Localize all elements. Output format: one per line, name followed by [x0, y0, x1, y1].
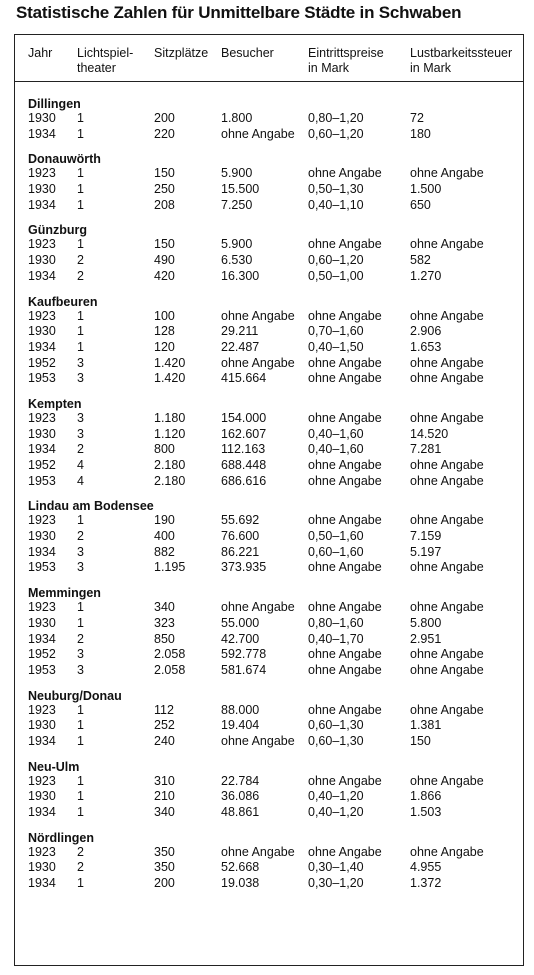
table-cell: 1930	[28, 426, 56, 441]
table-row	[15, 805, 523, 821]
table-row	[15, 663, 523, 679]
table-cell: ohne Angabe	[308, 844, 382, 859]
table-cell: 1.866	[410, 789, 442, 804]
table-row	[15, 734, 523, 750]
table-cell: 310	[154, 773, 175, 788]
table-cell: 2	[77, 529, 84, 544]
table-cell: 1923	[28, 844, 56, 859]
table-cell: 6.530	[221, 253, 253, 268]
table-cell: 190	[154, 513, 175, 528]
table-cell: 100	[154, 308, 175, 323]
table-row	[15, 600, 523, 616]
table-row	[15, 340, 523, 356]
table-cell: 1923	[28, 773, 56, 788]
table-cell: 0,40–1,60	[308, 442, 364, 457]
table-cell: 1923	[28, 513, 56, 528]
table-cell: 3	[77, 560, 84, 575]
table-cell: 1934	[28, 197, 56, 212]
table-cell: 1	[77, 876, 84, 891]
table-cell: 22.487	[221, 339, 260, 354]
table-cell: ohne Angabe	[410, 702, 484, 717]
table-cell: 1	[77, 773, 84, 788]
table-cell: 1.381	[410, 718, 442, 733]
table-cell: ohne Angabe	[308, 371, 382, 386]
table-row	[15, 411, 523, 427]
table-cell: 1	[77, 324, 84, 339]
table-cell: 1.653	[410, 339, 442, 354]
table-cell: 340	[154, 600, 175, 615]
table-cell: 415.664	[221, 371, 267, 386]
table-cell: ohne Angabe	[410, 513, 484, 528]
table-cell: 1.800	[221, 111, 253, 125]
table-cell: ohne Angabe	[410, 844, 484, 859]
table-cell: 2	[77, 253, 84, 268]
table-cell: 400	[154, 529, 175, 544]
table-cell: 1	[77, 339, 84, 354]
table-cell: 1930	[28, 111, 56, 125]
header-eintrittspreise: Eintrittspreise in Mark	[308, 46, 384, 75]
table-cell: 3	[77, 355, 84, 370]
table-cell: 112	[154, 702, 174, 717]
table-cell: 1	[77, 166, 84, 181]
table-cell: ohne Angabe	[308, 237, 382, 252]
city-group	[15, 295, 523, 387]
table-cell: 1930	[28, 324, 56, 339]
table-cell: 1934	[28, 442, 56, 457]
table-cell: 1	[77, 600, 84, 615]
table-cell: 52.668	[221, 860, 260, 875]
table-cell: 1934	[28, 544, 56, 559]
table-cell: 0,50–1,00	[308, 268, 364, 283]
table-row	[15, 703, 523, 719]
table-cell: 1.372	[410, 876, 442, 891]
table-row	[15, 860, 523, 876]
table-cell: 1952	[28, 458, 56, 472]
table-cell: 19.404	[221, 718, 260, 733]
table-cell: ohne Angabe	[308, 773, 382, 788]
table-cell: 1	[77, 805, 84, 819]
table-cell: 112.163	[221, 442, 266, 457]
table-cell: 154.000	[221, 410, 267, 425]
table-cell: 1923	[28, 702, 56, 717]
table-cell: 0,60–1,60	[308, 544, 364, 559]
table-cell: 373.935	[221, 560, 267, 575]
table-row	[15, 529, 523, 545]
table-cell: 2	[77, 631, 84, 646]
table-cell: 1934	[28, 733, 56, 748]
city-group	[15, 689, 523, 750]
table-cell: 1934	[28, 268, 56, 283]
table-cell: ohne Angabe	[410, 473, 484, 488]
table-cell: 592.778	[221, 647, 267, 662]
table-cell: 3	[77, 544, 84, 559]
table-cell: 88.000	[221, 702, 260, 717]
table-cell: 1	[77, 733, 84, 748]
city-group	[15, 586, 523, 678]
table-cell: 582	[410, 253, 431, 268]
table-cell: 55.692	[221, 513, 260, 528]
table-cell: 86.221	[221, 544, 260, 559]
table-cell: 1.120	[154, 426, 186, 441]
table-cell: 252	[154, 718, 175, 733]
table-cell: 0,60–1,30	[308, 718, 364, 733]
table-cell: ohne Angabe	[308, 458, 382, 472]
table-cell: 2	[77, 442, 84, 457]
table-row	[15, 632, 523, 648]
table-row	[15, 876, 523, 892]
table-body	[15, 97, 523, 902]
city-heading: Neuburg/Donau	[28, 688, 122, 703]
table-cell: 36.086	[221, 789, 260, 804]
table-cell: 0,60–1,20	[308, 126, 364, 141]
table-cell: 1953	[28, 560, 56, 575]
table-cell: ohne Angabe	[410, 662, 484, 677]
table-cell: ohne Angabe	[410, 600, 484, 615]
table-row	[15, 845, 523, 861]
table-row	[15, 356, 523, 372]
table-cell: 581.674	[221, 662, 267, 677]
table-cell: 3	[77, 371, 84, 386]
table-cell: 1.180	[154, 410, 186, 425]
header-lichtspieltheater: Lichtspiel- theater	[77, 46, 134, 75]
table-row	[15, 324, 523, 340]
table-cell: 1.500	[410, 182, 442, 197]
table-cell: 1	[77, 718, 84, 733]
table-cell: 1930	[28, 615, 56, 630]
table-row	[15, 474, 523, 490]
table-cell: 1	[77, 615, 84, 630]
table-cell: 2.180	[154, 473, 186, 488]
table-cell: 16.300	[221, 268, 260, 283]
table-cell: 240	[154, 733, 175, 748]
table-cell: ohne Angabe	[410, 560, 484, 575]
city-group	[15, 223, 523, 284]
table-cell: 882	[154, 544, 175, 559]
table-cell: 7.159	[410, 529, 442, 544]
table-cell: 1930	[28, 718, 56, 733]
table-cell: 1	[77, 702, 84, 717]
table-cell: 0,40–1,20	[308, 805, 364, 819]
table-cell: 2.906	[410, 324, 442, 339]
header-sitzplaetze: Sitzplätze	[154, 46, 209, 60]
table-cell: ohne Angabe	[410, 308, 484, 323]
table-cell: 1.195	[154, 560, 186, 575]
table-cell: ohne Angabe	[410, 166, 484, 181]
table-row	[15, 111, 523, 127]
page-title: Statistische Zahlen für Unmittelbare Städte in Schwaben	[16, 3, 462, 22]
table-cell: 800	[154, 442, 175, 457]
table-cell: 0,60–1,20	[308, 253, 364, 268]
table-cell: ohne Angabe	[410, 647, 484, 662]
table-cell: 1	[77, 111, 84, 125]
table-cell: ohne Angabe	[308, 560, 382, 575]
table-cell: 1952	[28, 647, 56, 662]
city-heading: Günzburg	[28, 223, 88, 238]
table-cell: 0,80–1,20	[308, 111, 364, 125]
table-cell: 150	[154, 237, 175, 252]
table-row	[15, 371, 523, 387]
table-cell: 1953	[28, 473, 56, 488]
table-cell: 1930	[28, 860, 56, 875]
table-cell: 1930	[28, 529, 56, 544]
table-cell: 180	[410, 126, 431, 141]
table-cell: 1923	[28, 600, 56, 615]
city-heading: Lindau am Bodensee	[28, 499, 154, 514]
city-heading: Dillingen	[28, 97, 81, 111]
table-cell: 72	[410, 111, 424, 125]
table-cell: 688.448	[221, 458, 267, 472]
table-cell: 1.503	[410, 805, 442, 819]
table-cell: 2.058	[154, 662, 186, 677]
table-cell: 0,70–1,60	[308, 324, 364, 339]
table-cell: 250	[154, 182, 175, 197]
table-row	[15, 127, 523, 143]
table-cell: ohne Angabe	[410, 237, 484, 252]
table-cell: ohne Angabe	[308, 513, 382, 528]
table-cell: 76.600	[221, 529, 260, 544]
table-cell: ohne Angabe	[308, 702, 382, 717]
table-cell: 4	[77, 458, 84, 472]
table-cell: 0,40–1,20	[308, 789, 364, 804]
city-heading: Kempten	[28, 396, 82, 411]
table-cell: 55.000	[221, 615, 260, 630]
table-cell: 650	[410, 197, 431, 212]
table-cell: 1953	[28, 662, 56, 677]
table-cell: 0,80–1,60	[308, 615, 364, 630]
table-cell: ohne Angabe	[308, 662, 382, 677]
table-cell: 0,40–1,50	[308, 339, 364, 354]
table-row	[15, 789, 523, 805]
table-cell: 42.700	[221, 631, 260, 646]
table-cell: 490	[154, 253, 175, 268]
table-cell: 7.250	[221, 197, 253, 212]
table-cell: ohne Angabe	[221, 844, 295, 859]
table-cell: 1934	[28, 631, 56, 646]
table-cell: ohne Angabe	[221, 355, 295, 370]
table-cell: 1930	[28, 789, 56, 804]
table-cell: ohne Angabe	[410, 458, 484, 472]
table-cell: 1923	[28, 166, 56, 181]
table-cell: 0,50–1,30	[308, 182, 364, 197]
table-cell: 2.951	[410, 631, 442, 646]
table-cell: ohne Angabe	[308, 647, 382, 662]
table-cell: 2	[77, 268, 84, 283]
table-cell: 1	[77, 308, 84, 323]
table-row	[15, 458, 523, 474]
table-cell: ohne Angabe	[410, 355, 484, 370]
city-group	[15, 397, 523, 489]
header-divider	[15, 81, 523, 82]
table-cell: 2	[77, 844, 84, 859]
table-cell: 3	[77, 426, 84, 441]
table-cell: 162.607	[221, 426, 267, 441]
table-cell: 350	[154, 844, 175, 859]
table-cell: 1	[77, 789, 84, 804]
table-row	[15, 427, 523, 443]
table-row	[15, 309, 523, 325]
table-cell: 29.211	[221, 324, 259, 339]
table-cell: 1934	[28, 126, 56, 141]
table-cell: ohne Angabe	[221, 308, 295, 323]
table-row	[15, 198, 523, 214]
city-heading: Memmingen	[28, 586, 101, 601]
table-cell: 5.800	[410, 615, 442, 630]
table-cell: 1930	[28, 182, 56, 197]
table-cell: 15.500	[221, 182, 260, 197]
table-cell: 2.180	[154, 458, 186, 472]
table-cell: 323	[154, 615, 175, 630]
table-cell: ohne Angabe	[308, 166, 382, 181]
table-cell: 1.420	[154, 371, 186, 386]
table-cell: 3	[77, 647, 84, 662]
header-lustbarkeitssteuer: Lustbarkeitssteuer in Mark	[410, 46, 513, 75]
table-cell: 5.197	[410, 544, 442, 559]
table-cell: ohne Angabe	[221, 733, 295, 748]
table-cell: 0,40–1,70	[308, 631, 364, 646]
table-row	[15, 182, 523, 198]
table-cell: ohne Angabe	[410, 773, 484, 788]
table-row	[15, 253, 523, 269]
table-cell: ohne Angabe	[308, 410, 382, 425]
table-cell: 150	[154, 166, 175, 181]
table-cell: 420	[154, 268, 175, 283]
table-cell: 150	[410, 733, 431, 748]
city-group	[15, 152, 523, 213]
table-cell: 0,60–1,30	[308, 733, 364, 748]
table-cell: 1934	[28, 805, 56, 819]
statistics-table	[14, 34, 524, 966]
table-cell: ohne Angabe	[221, 600, 295, 615]
table-cell: 0,50–1,60	[308, 529, 364, 544]
table-cell: 1.270	[410, 268, 442, 283]
city-group	[15, 831, 523, 892]
table-cell: 3	[77, 662, 84, 677]
table-cell: 1953	[28, 371, 56, 386]
table-cell: 200	[154, 876, 175, 891]
table-cell: 4	[77, 473, 84, 488]
city-heading: Donauwörth	[28, 152, 101, 167]
table-cell: 5.900	[221, 166, 253, 181]
table-cell: ohne Angabe	[308, 473, 382, 488]
table-cell: 0,30–1,40	[308, 860, 364, 875]
table-cell: ohne Angabe	[308, 308, 382, 323]
table-cell: 200	[154, 111, 175, 125]
table-cell: 1934	[28, 339, 56, 354]
city-heading: Nördlingen	[28, 830, 94, 845]
table-cell: 1	[77, 513, 84, 528]
table-cell: 1952	[28, 355, 56, 370]
table-cell: 340	[154, 805, 175, 819]
table-row	[15, 442, 523, 458]
table-cell: 120	[154, 339, 175, 354]
table-cell: 1.420	[154, 355, 186, 370]
table-row	[15, 560, 523, 576]
city-group	[15, 97, 523, 142]
city-group	[15, 760, 523, 821]
table-cell: 0,40–1,60	[308, 426, 364, 441]
table-cell: 1	[77, 182, 84, 197]
table-row	[15, 166, 523, 182]
table-cell: 0,30–1,20	[308, 876, 364, 891]
table-cell: 1934	[28, 876, 56, 891]
table-cell: ohne Angabe	[410, 410, 484, 425]
table-cell: 2	[77, 860, 84, 875]
table-cell: 1	[77, 197, 84, 212]
table-cell: 1923	[28, 308, 56, 323]
table-cell: ohne Angabe	[410, 371, 484, 386]
table-row	[15, 718, 523, 734]
table-cell: 14.520	[410, 426, 449, 441]
city-group	[15, 499, 523, 576]
table-row	[15, 647, 523, 663]
table-cell: 19.038	[221, 876, 260, 891]
table-cell: 0,40–1,10	[308, 197, 364, 212]
table-cell: 686.616	[221, 473, 267, 488]
table-cell: 128	[154, 324, 175, 339]
table-row	[15, 545, 523, 561]
table-cell: 22.784	[221, 773, 260, 788]
table-row	[15, 513, 523, 529]
table-cell: 7.281	[410, 442, 442, 457]
table-cell: 5.900	[221, 237, 253, 252]
table-cell: 3	[77, 410, 84, 425]
table-row	[15, 269, 523, 285]
table-cell: ohne Angabe	[308, 355, 382, 370]
table-cell: 208	[154, 197, 175, 212]
table-cell: 210	[154, 789, 175, 804]
table-cell: 1923	[28, 410, 56, 425]
table-cell: 1	[77, 237, 84, 252]
header-besucher: Besucher	[221, 46, 274, 60]
table-cell: 220	[154, 126, 175, 141]
city-heading: Neu-Ulm	[28, 759, 80, 774]
table-cell: 350	[154, 860, 175, 875]
table-row	[15, 616, 523, 632]
table-cell: ohne Angabe	[221, 126, 295, 141]
table-cell: 1	[77, 126, 84, 141]
table-cell: 2.058	[154, 647, 186, 662]
table-cell: 48.861	[221, 805, 260, 819]
table-row	[15, 237, 523, 253]
city-heading: Kaufbeuren	[28, 294, 98, 309]
table-cell: 850	[154, 631, 175, 646]
header-jahr: Jahr	[28, 46, 53, 60]
table-cell: 1930	[28, 253, 56, 268]
table-cell: 4.955	[410, 860, 442, 875]
table-row	[15, 774, 523, 790]
table-cell: ohne Angabe	[308, 600, 382, 615]
table-cell: 1923	[28, 237, 56, 252]
